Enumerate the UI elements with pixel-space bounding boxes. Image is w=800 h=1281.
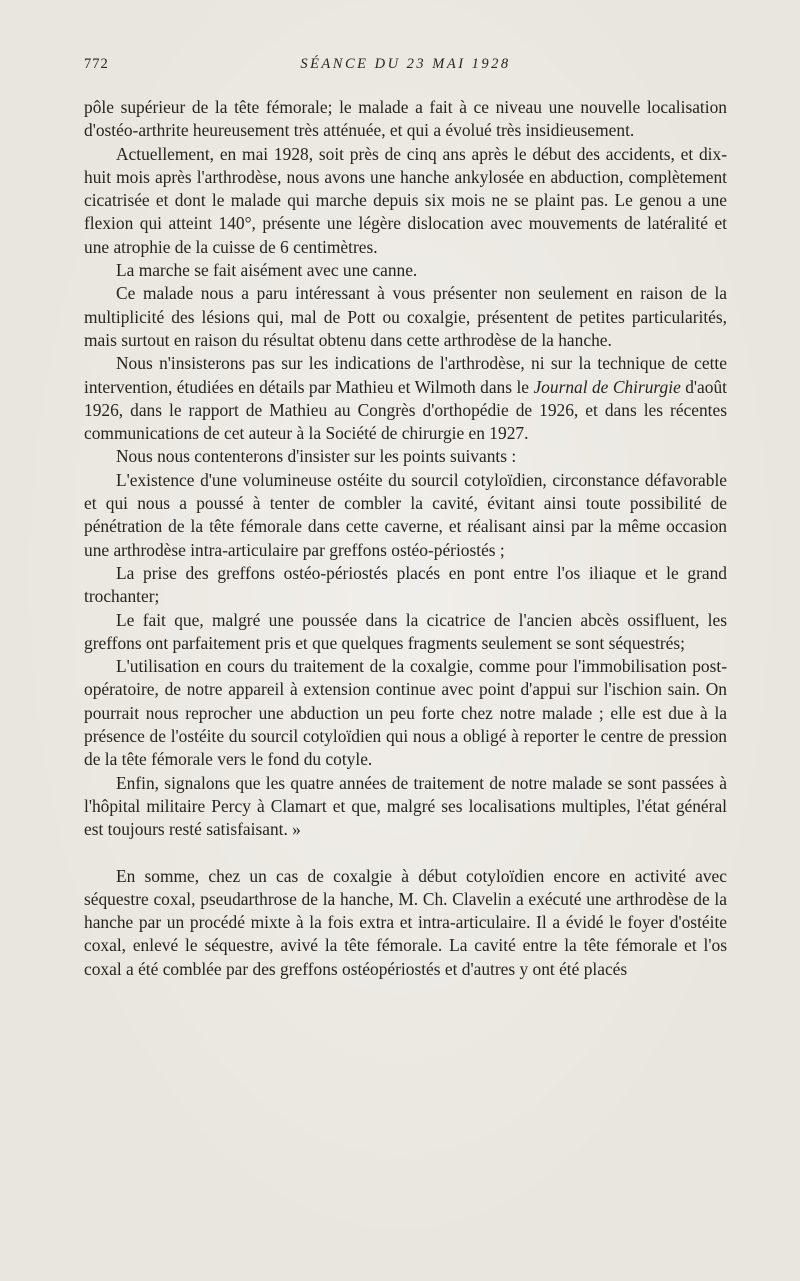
paragraph-12: En somme, chez un cas de coxalgie à début cotyloïdien encore en activité avec séquestre coxal, pseudarthrose de la hanche, M. Ch. Clavelin a exécuté une arthrodèse de la hanche par un procédé mixte à la fois extra et intra-articulaire. Il a évidé le foyer d'ostéite coxal, enlevé le séquestre, avivé la tête fémorale. La cavité entre la tête fémorale et l'os coxal a été comblée par des greffons ostéopériostés et d'autres y ont été placés xyxy=(84,865,727,979)
paragraph-7: L'existence d'une volumineuse ostéite du sourcil cotyloïdien, circonstance défavorable et qui nous a poussé à tenter de combler la cavité, évitant ainsi toute possibilité de pénétration de la tête fémorale dans cette caverne, et réalisant ainsi par la même occasion une arthrodèse intra-articulaire par greffons ostéo-périostés ; xyxy=(84,469,727,560)
paragraph-2: Actuellement, en mai 1928, soit près de cinq ans après le début des accidents, et dix-huit mois après l'arthrodèse, nous avons une hanche ankylosée en abduction, complètement cicatrisée et dont le malade qui marche depuis six mois ne se plaint pas. Le genou a une flexion qui atteint 140°, présente une légère dislocation avec mouvements de latéralité et une atrophie de la cuisse de 6 centimètres. xyxy=(84,143,727,257)
paragraph-10: L'utilisation en cours du traitement de la coxalgie, comme pour l'immobilisation post-opératoire, de notre appareil à extension continue avec point d'appui sur l'ischion sain. On pourrait nous reprocher une abduction un peu forte chez notre malade ; elle est due à la présence de l'ostéite du sourcil cotyloïdien qui nous a obligé à reporter le centre de pression de la tête fémorale vers le fond du cotyle. xyxy=(84,656,727,770)
paragraph-1: pôle supérieur de la tête fémorale; le malade a fait à ce niveau une nouvelle localisation d'ostéo-arthrite heureusement très atténuée, et qui a évolué très insidieusement. xyxy=(84,97,727,141)
paragraph-11: Enfin, signalons que les quatre années de traitement de notre malade se sont passées à l'hôpital militaire Percy à Clamart et que, malgré ses localisations multiples, l'état général est toujours resté satisfaisant. » xyxy=(84,772,727,840)
journal-title: Journal de Chirurgie xyxy=(533,376,681,397)
header-title: SÉANCE DU 23 MAI 1928 xyxy=(300,56,511,72)
running-head xyxy=(84,56,727,78)
paragraph-8: La prise des greffons ostéo-périostés placés en pont entre l'os iliaque et le grand trochanter; xyxy=(84,562,727,607)
paragraph-4: Ce malade nous a paru intéressant à vous présenter non seulement en raison de la multiplicité des lésions qui, mal de Pott ou coxalgie, présentent de petites particularités, mais surtout en raison du résultat obtenu dans cette arthrodèse de la hanche. xyxy=(84,283,727,350)
body-text xyxy=(84,96,727,981)
paragraph-9: Le fait que, malgré une poussée dans la cicatrice de l'ancien abcès ossifluent, les greffons ont parfaitement pris et que quelques fragments seulement se sont séquestrés; xyxy=(84,609,727,653)
paragraph-5-part-a: Nous n'insisterons pas sur les indications de l'arthrodèse, ni sur la technique de cette intervention, étudiées en détails par Mathieu et Wilmoth dans le xyxy=(84,353,727,397)
paragraph-3: La marche se fait aisément avec une canne. xyxy=(116,260,418,281)
page-number: 772 xyxy=(84,56,109,72)
paragraph-5 xyxy=(84,352,727,445)
paragraph-6: Nous nous contenterons d'insister sur les points suivants : xyxy=(116,446,517,467)
paragraph-5-part-b: d'août 1926, dans le rapport de Mathieu au Congrès d'orthopédie de 1926, et dans les récentes communications de cet auteur à la Société de chirurgie en 1927. xyxy=(84,376,727,444)
